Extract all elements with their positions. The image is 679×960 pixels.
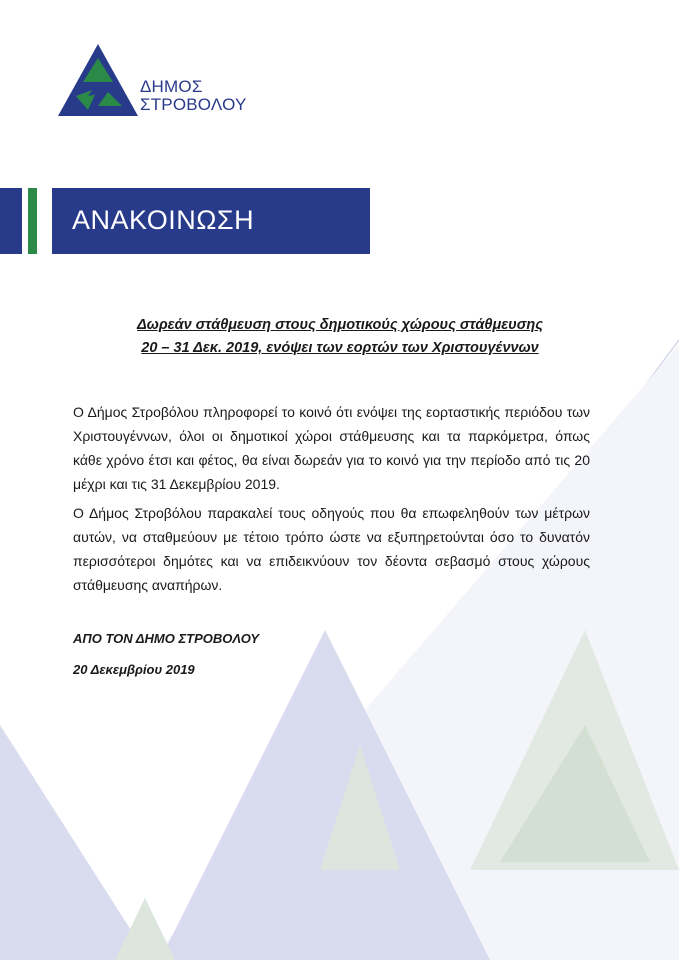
logo-line-1: ΔΗΜΟΣ (140, 77, 203, 96)
announcement-banner (52, 188, 370, 254)
headline-line-1: Δωρεάν στάθμευση στους δημοτικούς χώρους στάθμευσης (137, 317, 543, 333)
decor-triangle-left (0, 725, 150, 960)
logo-wordmark (140, 78, 247, 114)
banner-title: ΑΝΑΚΟΙΝΩΣΗ (72, 205, 255, 235)
logo-line-2: ΣΤΡΟΒΟΛΟΥ (140, 95, 247, 114)
body-paragraph-1: Ο Δήμος Στροβόλου πληροφορεί το κοινό ότι ενόψει της εορταστικής περιόδου των Χριστουγέννων, όλοι οι δημοτικοί χώροι στάθμευσης και τα παρκόμετρα, όπως κάθε χρόνο έτσι και φέτος, θα είναι δωρεάν για το κοινό για την περίοδο από τις 20 μέχρι και τις 31 Δεκεμβρίου 2019. (73, 404, 590, 492)
signature-from: ΑΠΟ ΤΟΝ ΔΗΜΟ ΣΤΡΟΒΟΛΟΥ (73, 631, 260, 646)
body-paragraph-2: Ο Δήμος Στροβόλου παρακαλεί τους οδηγούς που θα επωφεληθούν των μέτρων αυτών, να σταθμεύουν με τέτοιο τρόπο ώστε να εξυπηρετούνται όσο το δυνατόν περισσότεροι δημότες και να επιδεικνύουν τον δέοντα σεβασμό στους χώρους στάθμευσης αναπήρων. (73, 505, 590, 593)
signature-date: 20 Δεκεμβρίου 2019 (73, 662, 195, 677)
headline-line-2: 20 – 31 Δεκ. 2019, ενόψει των εορτών των Χριστουγέννων (141, 340, 539, 356)
logo-triangle-icon (58, 44, 138, 118)
banner-accent-blue (0, 188, 22, 254)
banner-accent-green (28, 188, 37, 254)
